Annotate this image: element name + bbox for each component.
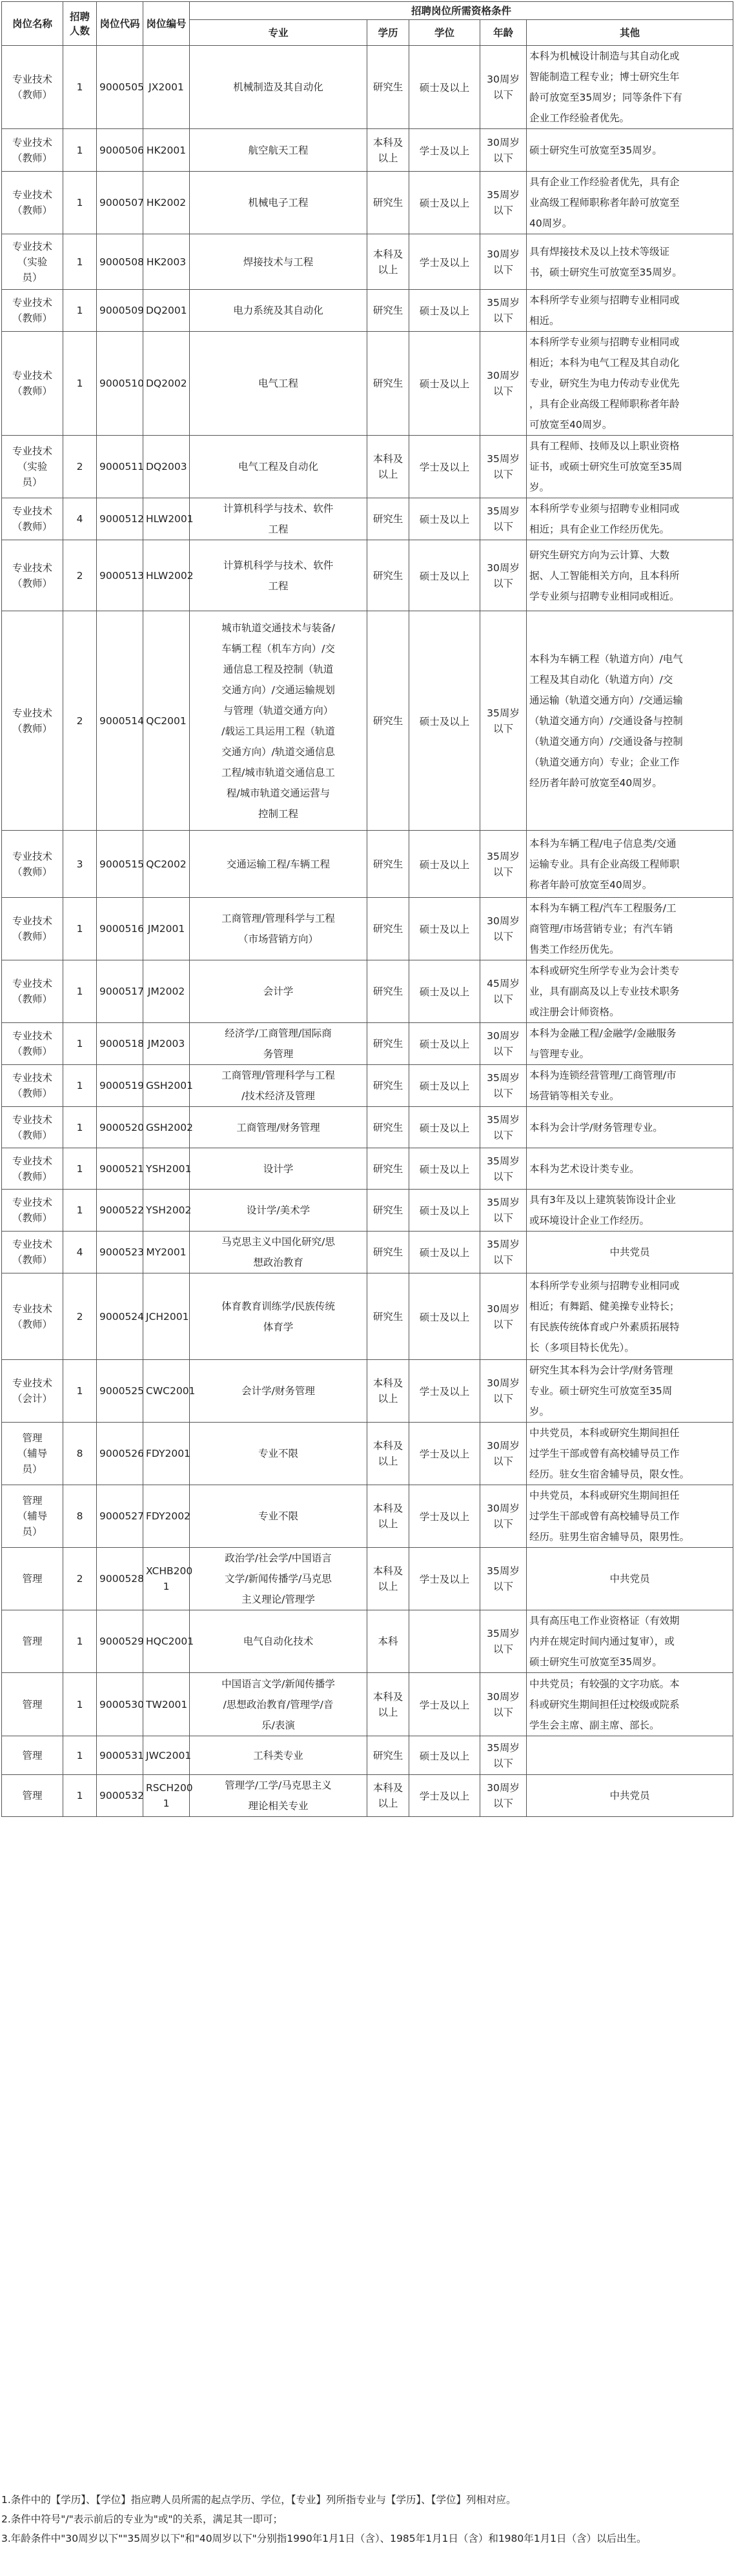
other-cell: 本科为金融工程/金融学/金融服务 与管理专业。 bbox=[527, 1023, 733, 1065]
education-cell: 研究生 bbox=[367, 498, 409, 540]
header-job-code: 岗位代码 bbox=[97, 2, 143, 46]
education-cell: 研究生 bbox=[367, 46, 409, 129]
hire-count-cell: 1 bbox=[63, 172, 97, 234]
table-row bbox=[2, 831, 733, 898]
table-row bbox=[2, 129, 733, 172]
header-degree: 学位 bbox=[409, 20, 480, 46]
job-name-cell: 专业技术 （实验 员） bbox=[2, 234, 63, 290]
job-no-cell: YSH2002 bbox=[143, 1190, 190, 1232]
major-cell: 电力系统及其自动化 bbox=[190, 290, 367, 332]
job-no-cell: YSH2001 bbox=[143, 1148, 190, 1190]
other-cell: 硕士研究生可放宽至35周岁。 bbox=[527, 129, 733, 172]
education-cell: 研究生 bbox=[367, 611, 409, 831]
job-name-cell: 管理 （辅导 员） bbox=[2, 1423, 63, 1485]
other-cell: 中共党员 bbox=[527, 1548, 733, 1610]
age-cell: 35周岁 以下 bbox=[480, 1548, 527, 1610]
job-no-cell: DQ2003 bbox=[143, 436, 190, 498]
other-cell: 中共党员 bbox=[527, 1775, 733, 1817]
job-name-cell: 专业技术 （教师） bbox=[2, 1273, 63, 1360]
job-name-cell: 管理 bbox=[2, 1673, 63, 1736]
education-cell: 本科及 以上 bbox=[367, 1548, 409, 1610]
major-cell: 电气自动化技术 bbox=[190, 1610, 367, 1673]
major-cell: 计算机科学与技术、软件 工程 bbox=[190, 540, 367, 611]
job-no-cell: QC2001 bbox=[143, 611, 190, 831]
job-no-cell: JWC2001 bbox=[143, 1736, 190, 1775]
hire-count-cell: 1 bbox=[63, 129, 97, 172]
major-cell: 设计学/美术学 bbox=[190, 1190, 367, 1232]
other-cell: 本科所学专业须与招聘专业相同或 相近；有舞蹈、健美操专业特长； 有民族传统体育或户外素质拓展特 长（多项目特长优先）。 bbox=[527, 1273, 733, 1360]
other-cell: 本科为会计学/财务管理专业。 bbox=[527, 1107, 733, 1148]
degree-cell: 学士及以上 bbox=[409, 1673, 480, 1736]
table-row bbox=[2, 960, 733, 1023]
job-no-cell: HQC2001 bbox=[143, 1610, 190, 1673]
major-cell: 经济学/工商管理/国际商 务管理 bbox=[190, 1023, 367, 1065]
degree-cell: 学士及以上 bbox=[409, 234, 480, 290]
degree-cell: 硕士及以上 bbox=[409, 1736, 480, 1775]
hire-count-cell: 1 bbox=[63, 960, 97, 1023]
hire-count-cell: 3 bbox=[63, 831, 97, 898]
header-conditions: 招聘岗位所需资格条件 bbox=[190, 2, 733, 20]
table-row bbox=[2, 898, 733, 960]
table-row bbox=[2, 1023, 733, 1065]
age-cell: 35周岁 以下 bbox=[480, 1610, 527, 1673]
degree-cell: 硕士及以上 bbox=[409, 1273, 480, 1360]
header-major: 专业 bbox=[190, 20, 367, 46]
education-cell: 本科 bbox=[367, 1610, 409, 1673]
hire-count-cell: 4 bbox=[63, 1232, 97, 1273]
job-name-cell: 专业技术 （教师） bbox=[2, 1232, 63, 1273]
other-cell: 中共党员，本科或研究生期间担任 过学生干部或曾有高校辅导员工作 经历。驻女生宿舍辅导员，限女性。 bbox=[527, 1423, 733, 1485]
hire-count-cell: 1 bbox=[63, 898, 97, 960]
age-cell: 30周岁 以下 bbox=[480, 1775, 527, 1817]
hire-count-cell: 1 bbox=[63, 1775, 97, 1817]
table-row bbox=[2, 1736, 733, 1775]
hire-count-cell: 1 bbox=[63, 290, 97, 332]
age-cell: 35周岁 以下 bbox=[480, 498, 527, 540]
table-row bbox=[2, 1190, 733, 1232]
education-cell: 研究生 bbox=[367, 172, 409, 234]
other-cell: 具有焊接技术及以上技术等级证 书，硕士研究生可放宽至35周岁。 bbox=[527, 234, 733, 290]
education-cell: 研究生 bbox=[367, 1273, 409, 1360]
major-cell: 专业不限 bbox=[190, 1485, 367, 1548]
degree-cell: 硕士及以上 bbox=[409, 498, 480, 540]
table-row bbox=[2, 1548, 733, 1610]
job-no-cell: QC2002 bbox=[143, 831, 190, 898]
education-cell: 研究生 bbox=[367, 831, 409, 898]
major-cell: 工商管理/管理科学与工程 /技术经济及管理 bbox=[190, 1065, 367, 1107]
job-code-cell: 9000532 bbox=[97, 1775, 143, 1817]
recruitment-table bbox=[1, 1, 733, 1817]
job-code-cell: 9000525 bbox=[97, 1360, 143, 1423]
other-cell: 具有高压电工作业资格证（有效期 内并在规定时间内通过复审），或 硕士研究生可放宽至35周岁。 bbox=[527, 1610, 733, 1673]
footnote: 2.条件中符号"/"表示前后的专业为"或"的关系，满足其一即可； bbox=[1, 2513, 283, 2525]
job-code-cell: 9000511 bbox=[97, 436, 143, 498]
job-code-cell: 9000514 bbox=[97, 611, 143, 831]
degree-cell: 硕士及以上 bbox=[409, 831, 480, 898]
hire-count-cell: 1 bbox=[63, 1190, 97, 1232]
job-code-cell: 9000509 bbox=[97, 290, 143, 332]
other-cell: 本科为车辆工程/电子信息类/交通 运输专业。具有企业高级工程师职 称者年龄可放宽至40周岁。 bbox=[527, 831, 733, 898]
degree-cell: 硕士及以上 bbox=[409, 332, 480, 436]
job-code-cell: 9000524 bbox=[97, 1273, 143, 1360]
job-code-cell: 9000515 bbox=[97, 831, 143, 898]
education-cell: 研究生 bbox=[367, 1065, 409, 1107]
footnotes bbox=[1, 2490, 733, 2548]
age-cell: 30周岁 以下 bbox=[480, 1360, 527, 1423]
other-cell: 本科为连锁经营管理/工商管理/市 场营销等相关专业。 bbox=[527, 1065, 733, 1107]
degree-cell: 硕士及以上 bbox=[409, 1148, 480, 1190]
other-cell: 本科为车辆工程/汽车工程服务/工 商管理/市场营销专业；有汽车销 售类工作经历优先。 bbox=[527, 898, 733, 960]
age-cell: 35周岁 以下 bbox=[480, 172, 527, 234]
education-cell: 本科及 以上 bbox=[367, 1360, 409, 1423]
job-name-cell: 专业技术 （实验 员） bbox=[2, 436, 63, 498]
major-cell: 工商管理/财务管理 bbox=[190, 1107, 367, 1148]
job-no-cell: HK2002 bbox=[143, 172, 190, 234]
age-cell: 35周岁 以下 bbox=[480, 1148, 527, 1190]
job-name-cell: 专业技术 （教师） bbox=[2, 46, 63, 129]
other-cell: 本科所学专业须与招聘专业相同或 相近；具有企业工作经历优先。 bbox=[527, 498, 733, 540]
other-cell: 本科所学专业须与招聘专业相同或 相近；本科为电气工程及其自动化 专业，研究生为电力传动专业优先 ，具有企业高级工程师职称者年龄 可放宽至40周岁。 bbox=[527, 332, 733, 436]
age-cell: 35周岁 以下 bbox=[480, 1107, 527, 1148]
job-code-cell: 9000531 bbox=[97, 1736, 143, 1775]
job-name-cell: 专业技术 （教师） bbox=[2, 611, 63, 831]
job-name-cell: 专业技术 （教师） bbox=[2, 1148, 63, 1190]
age-cell: 35周岁 以下 bbox=[480, 611, 527, 831]
job-no-cell: JM2002 bbox=[143, 960, 190, 1023]
major-cell: 城市轨道交通技术与装备/ 车辆工程（机车方向）/交 通信息工程及控制（轨道 交通方向）/交通运输规划 与管理（轨道交通方向） /载运工具运用工程（轨道 交通方向）/轨道交通信息 工程/城市轨道交通信息工 程/城市轨道交通运营与 控制工程 bbox=[190, 611, 367, 831]
other-cell: 研究生研究方向为云计算、大数 据、人工智能相关方向，且本科所 学专业须与招聘专业相同或相近。 bbox=[527, 540, 733, 611]
age-cell: 30周岁 以下 bbox=[480, 1273, 527, 1360]
table-row bbox=[2, 1065, 733, 1107]
table-row bbox=[2, 1610, 733, 1673]
job-code-cell: 9000516 bbox=[97, 898, 143, 960]
job-name-cell: 专业技术 （教师） bbox=[2, 290, 63, 332]
degree-cell: 硕士及以上 bbox=[409, 960, 480, 1023]
job-name-cell: 专业技术 （教师） bbox=[2, 898, 63, 960]
age-cell: 45周岁 以下 bbox=[480, 960, 527, 1023]
hire-count-cell: 1 bbox=[63, 1065, 97, 1107]
hire-count-cell: 1 bbox=[63, 234, 97, 290]
major-cell: 管理学/工学/马克思主义 理论相关专业 bbox=[190, 1775, 367, 1817]
other-cell: 中共党员，本科或研究生期间担任 过学生干部或曾有高校辅导员工作 经历。驻男生宿舍辅导员，限男性。 bbox=[527, 1485, 733, 1548]
age-cell: 35周岁 以下 bbox=[480, 831, 527, 898]
header-job-name: 岗位名称 bbox=[2, 2, 63, 46]
hire-count-cell: 2 bbox=[63, 436, 97, 498]
footnote: 1.条件中的【学历】、【学位】指应聘人员所需的起点学历、学位，【专业】列所指专业与【学历】、【学位】列相对应。 bbox=[1, 2494, 516, 2506]
other-cell: 具有工程师、技师及以上职业资格 证书，或硕士研究生可放宽至35周 岁。 bbox=[527, 436, 733, 498]
header-hire-count: 招聘人数 bbox=[63, 2, 97, 46]
education-cell: 研究生 bbox=[367, 1023, 409, 1065]
other-cell: 本科或研究生所学专业为会计类专 业，具有副高及以上专业技术职务 或注册会计师资格。 bbox=[527, 960, 733, 1023]
age-cell: 35周岁 以下 bbox=[480, 1232, 527, 1273]
hire-count-cell: 2 bbox=[63, 611, 97, 831]
job-no-cell: DQ2002 bbox=[143, 332, 190, 436]
hire-count-cell: 2 bbox=[63, 1273, 97, 1360]
degree-cell: 硕士及以上 bbox=[409, 290, 480, 332]
hire-count-cell: 1 bbox=[63, 1610, 97, 1673]
job-code-cell: 9000506 bbox=[97, 129, 143, 172]
job-no-cell: TW2001 bbox=[143, 1673, 190, 1736]
job-name-cell: 专业技术 （教师） bbox=[2, 540, 63, 611]
degree-cell: 硕士及以上 bbox=[409, 1065, 480, 1107]
age-cell: 30周岁 以下 bbox=[480, 1023, 527, 1065]
age-cell: 30周岁 以下 bbox=[480, 332, 527, 436]
hire-count-cell: 4 bbox=[63, 498, 97, 540]
job-no-cell: JM2001 bbox=[143, 898, 190, 960]
job-name-cell: 专业技术 （教师） bbox=[2, 831, 63, 898]
other-cell: 本科为车辆工程（轨道方向）/电气 工程及其自动化（轨道方向）/交 通运输（轨道交通方向）/交通运输 （轨道交通方向）/交通设备与控制 （轨道交通方向）/交通设备与控制 （轨道交通方向）专业；企业工作 经历者年龄可放宽至40周岁。 bbox=[527, 611, 733, 831]
job-no-cell: HK2003 bbox=[143, 234, 190, 290]
age-cell: 30周岁 以下 bbox=[480, 234, 527, 290]
hire-count-cell: 1 bbox=[63, 46, 97, 129]
degree-cell: 硕士及以上 bbox=[409, 172, 480, 234]
education-cell: 研究生 bbox=[367, 1107, 409, 1148]
table-row bbox=[2, 540, 733, 611]
job-code-cell: 9000519 bbox=[97, 1065, 143, 1107]
header-other: 其他 bbox=[527, 20, 733, 46]
education-cell: 研究生 bbox=[367, 898, 409, 960]
table-row bbox=[2, 436, 733, 498]
hire-count-cell: 1 bbox=[63, 332, 97, 436]
job-name-cell: 管理 bbox=[2, 1775, 63, 1817]
job-no-cell: FDY2002 bbox=[143, 1485, 190, 1548]
age-cell: 35周岁 以下 bbox=[480, 290, 527, 332]
major-cell: 电气工程及自动化 bbox=[190, 436, 367, 498]
job-code-cell: 9000528 bbox=[97, 1548, 143, 1610]
education-cell: 本科及 以上 bbox=[367, 1485, 409, 1548]
other-cell: 研究生其本科为会计学/财务管理 专业。硕士研究生可放宽至35周 岁。 bbox=[527, 1360, 733, 1423]
job-no-cell: DQ2001 bbox=[143, 290, 190, 332]
job-name-cell: 专业技术 （教师） bbox=[2, 332, 63, 436]
job-name-cell: 管理 （辅导 员） bbox=[2, 1485, 63, 1548]
job-code-cell: 9000510 bbox=[97, 332, 143, 436]
job-no-cell: JM2003 bbox=[143, 1023, 190, 1065]
age-cell: 30周岁 以下 bbox=[480, 129, 527, 172]
degree-cell: 硕士及以上 bbox=[409, 46, 480, 129]
other-cell: 具有企业工作经验者优先，具有企 业高级工程师职称者年龄可放宽至 40周岁。 bbox=[527, 172, 733, 234]
education-cell: 本科及 以上 bbox=[367, 1423, 409, 1485]
other-cell: 本科所学专业须与招聘专业相同或 相近。 bbox=[527, 290, 733, 332]
job-name-cell: 专业技术 （教师） bbox=[2, 1190, 63, 1232]
degree-cell: 硕士及以上 bbox=[409, 1232, 480, 1273]
job-code-cell: 9000507 bbox=[97, 172, 143, 234]
job-code-cell: 9000508 bbox=[97, 234, 143, 290]
job-name-cell: 专业技术 （教师） bbox=[2, 1023, 63, 1065]
job-no-cell: XCHB200 1 bbox=[143, 1548, 190, 1610]
age-cell: 35周岁 以下 bbox=[480, 1736, 527, 1775]
degree-cell: 硕士及以上 bbox=[409, 611, 480, 831]
education-cell: 研究生 bbox=[367, 1736, 409, 1775]
major-cell: 计算机科学与技术、软件 工程 bbox=[190, 498, 367, 540]
education-cell: 研究生 bbox=[367, 1190, 409, 1232]
hire-count-cell: 8 bbox=[63, 1485, 97, 1548]
table-row bbox=[2, 498, 733, 540]
hire-count-cell: 1 bbox=[63, 1107, 97, 1148]
degree-cell: 硕士及以上 bbox=[409, 898, 480, 960]
header-row-1 bbox=[2, 2, 733, 20]
job-no-cell: MY2001 bbox=[143, 1232, 190, 1273]
education-cell: 本科及 以上 bbox=[367, 234, 409, 290]
major-cell: 电气工程 bbox=[190, 332, 367, 436]
other-cell: 本科为艺术设计类专业。 bbox=[527, 1148, 733, 1190]
header-education: 学历 bbox=[367, 20, 409, 46]
job-no-cell: CWC2001 bbox=[143, 1360, 190, 1423]
job-code-cell: 9000520 bbox=[97, 1107, 143, 1148]
job-code-cell: 9000526 bbox=[97, 1423, 143, 1485]
age-cell: 30周岁 以下 bbox=[480, 1673, 527, 1736]
major-cell: 设计学 bbox=[190, 1148, 367, 1190]
education-cell: 研究生 bbox=[367, 332, 409, 436]
hire-count-cell: 2 bbox=[63, 1548, 97, 1610]
other-cell: 本科为机械设计制造与其自动化或 智能制造工程专业；博士研究生年 龄可放宽至35周岁；同等条件下有 企业工作经验者优先。 bbox=[527, 46, 733, 129]
education-cell: 本科及 以上 bbox=[367, 1775, 409, 1817]
education-cell: 本科及 以上 bbox=[367, 129, 409, 172]
job-code-cell: 9000505 bbox=[97, 46, 143, 129]
degree-cell: 学士及以上 bbox=[409, 1360, 480, 1423]
education-cell: 本科及 以上 bbox=[367, 436, 409, 498]
age-cell: 30周岁 以下 bbox=[480, 540, 527, 611]
job-no-cell: JX2001 bbox=[143, 46, 190, 129]
major-cell: 会计学/财务管理 bbox=[190, 1360, 367, 1423]
other-cell: 具有3年及以上建筑装饰设计企业 或环境设计企业工作经历。 bbox=[527, 1190, 733, 1232]
age-cell: 35周岁 以下 bbox=[480, 436, 527, 498]
table-row bbox=[2, 234, 733, 290]
hire-count-cell: 1 bbox=[63, 1023, 97, 1065]
hire-count-cell: 1 bbox=[63, 1148, 97, 1190]
job-no-cell: RSCH200 1 bbox=[143, 1775, 190, 1817]
header-age: 年龄 bbox=[480, 20, 527, 46]
major-cell: 机械电子工程 bbox=[190, 172, 367, 234]
major-cell: 机械制造及其自动化 bbox=[190, 46, 367, 129]
job-name-cell: 专业技术 （教师） bbox=[2, 129, 63, 172]
major-cell: 航空航天工程 bbox=[190, 129, 367, 172]
education-cell: 研究生 bbox=[367, 290, 409, 332]
job-code-cell: 9000512 bbox=[97, 498, 143, 540]
major-cell: 政治学/社会学/中国语言 文学/新闻传播学/马克思 主义理论/管理学 bbox=[190, 1548, 367, 1610]
table-row bbox=[2, 1485, 733, 1548]
hire-count-cell: 1 bbox=[63, 1673, 97, 1736]
job-name-cell: 专业技术 （教师） bbox=[2, 172, 63, 234]
job-no-cell: JCH2001 bbox=[143, 1273, 190, 1360]
degree-cell: 硕士及以上 bbox=[409, 1023, 480, 1065]
age-cell: 30周岁 以下 bbox=[480, 898, 527, 960]
job-code-cell: 9000517 bbox=[97, 960, 143, 1023]
major-cell: 工商管理/管理科学与工程 （市场营销方向） bbox=[190, 898, 367, 960]
hire-count-cell: 2 bbox=[63, 540, 97, 611]
table-body bbox=[2, 46, 733, 1817]
table-row bbox=[2, 1107, 733, 1148]
major-cell: 焊接技术与工程 bbox=[190, 234, 367, 290]
job-code-cell: 9000522 bbox=[97, 1190, 143, 1232]
job-no-cell: HLW2002 bbox=[143, 540, 190, 611]
degree-cell: 学士及以上 bbox=[409, 436, 480, 498]
job-name-cell: 管理 bbox=[2, 1736, 63, 1775]
education-cell: 研究生 bbox=[367, 1148, 409, 1190]
job-name-cell: 专业技术 （教师） bbox=[2, 498, 63, 540]
table-row bbox=[2, 1232, 733, 1273]
table-row bbox=[2, 332, 733, 436]
age-cell: 35周岁 以下 bbox=[480, 1190, 527, 1232]
table-row bbox=[2, 1775, 733, 1817]
table-row bbox=[2, 1360, 733, 1423]
table-row bbox=[2, 1148, 733, 1190]
major-cell: 专业不限 bbox=[190, 1423, 367, 1485]
job-code-cell: 9000529 bbox=[97, 1610, 143, 1673]
other-cell: 中共党员 bbox=[527, 1232, 733, 1273]
education-cell: 本科及 以上 bbox=[367, 1673, 409, 1736]
degree-cell: 硕士及以上 bbox=[409, 1190, 480, 1232]
job-code-cell: 9000523 bbox=[97, 1232, 143, 1273]
table-row bbox=[2, 172, 733, 234]
job-name-cell: 专业技术 （会计） bbox=[2, 1360, 63, 1423]
degree-cell: 学士及以上 bbox=[409, 1423, 480, 1485]
job-code-cell: 9000521 bbox=[97, 1148, 143, 1190]
header-job-no: 岗位编号 bbox=[143, 2, 190, 46]
age-cell: 30周岁 以下 bbox=[480, 1423, 527, 1485]
degree-cell: 学士及以上 bbox=[409, 1485, 480, 1548]
job-code-cell: 9000518 bbox=[97, 1023, 143, 1065]
hire-count-cell: 1 bbox=[63, 1360, 97, 1423]
table-row bbox=[2, 290, 733, 332]
job-no-cell: HK2001 bbox=[143, 129, 190, 172]
degree-cell: 硕士及以上 bbox=[409, 540, 480, 611]
age-cell: 35周岁 以下 bbox=[480, 1065, 527, 1107]
table-row bbox=[2, 1673, 733, 1736]
job-name-cell: 管理 bbox=[2, 1610, 63, 1673]
age-cell: 30周岁 以下 bbox=[480, 1485, 527, 1548]
education-cell: 研究生 bbox=[367, 1232, 409, 1273]
major-cell: 会计学 bbox=[190, 960, 367, 1023]
other-cell bbox=[527, 1736, 733, 1775]
degree-cell: 学士及以上 bbox=[409, 129, 480, 172]
major-cell: 马克思主义中国化研究/思 想政治教育 bbox=[190, 1232, 367, 1273]
footnote: 3.年龄条件中"30周岁以下""35周岁以下"和"40周岁以下"分别指1990年1月1日（含）、1985年1月1日（含）和1980年1月1日（含）以后出生。 bbox=[1, 2533, 647, 2544]
job-no-cell: GSH2001 bbox=[143, 1065, 190, 1107]
major-cell: 体育教育训练学/民族传统 体育学 bbox=[190, 1273, 367, 1360]
hire-count-cell: 8 bbox=[63, 1423, 97, 1485]
job-no-cell: HLW2001 bbox=[143, 498, 190, 540]
major-cell: 交通运输工程/车辆工程 bbox=[190, 831, 367, 898]
major-cell: 中国语言文学/新闻传播学 /思想政治教育/管理学/音 乐/表演 bbox=[190, 1673, 367, 1736]
degree-cell: 硕士及以上 bbox=[409, 1107, 480, 1148]
hire-count-cell: 1 bbox=[63, 1736, 97, 1775]
education-cell: 研究生 bbox=[367, 540, 409, 611]
job-no-cell: FDY2001 bbox=[143, 1423, 190, 1485]
age-cell: 30周岁 以下 bbox=[480, 46, 527, 129]
other-cell: 中共党员；有较强的文字功底。本 科或研究生期间担任过校级或院系 学生会主席、副主席、部长。 bbox=[527, 1673, 733, 1736]
job-no-cell: GSH2002 bbox=[143, 1107, 190, 1148]
job-name-cell: 管理 bbox=[2, 1548, 63, 1610]
job-name-cell: 专业技术 （教师） bbox=[2, 1107, 63, 1148]
job-name-cell: 专业技术 （教师） bbox=[2, 1065, 63, 1107]
table-row bbox=[2, 1423, 733, 1485]
job-code-cell: 9000513 bbox=[97, 540, 143, 611]
degree-cell bbox=[409, 1610, 480, 1673]
major-cell: 工科类专业 bbox=[190, 1736, 367, 1775]
table-row bbox=[2, 611, 733, 831]
degree-cell: 学士及以上 bbox=[409, 1775, 480, 1817]
job-name-cell: 专业技术 （教师） bbox=[2, 960, 63, 1023]
table-row bbox=[2, 46, 733, 129]
degree-cell: 学士及以上 bbox=[409, 1548, 480, 1610]
education-cell: 研究生 bbox=[367, 960, 409, 1023]
table-row bbox=[2, 1273, 733, 1360]
job-code-cell: 9000530 bbox=[97, 1673, 143, 1736]
job-code-cell: 9000527 bbox=[97, 1485, 143, 1548]
